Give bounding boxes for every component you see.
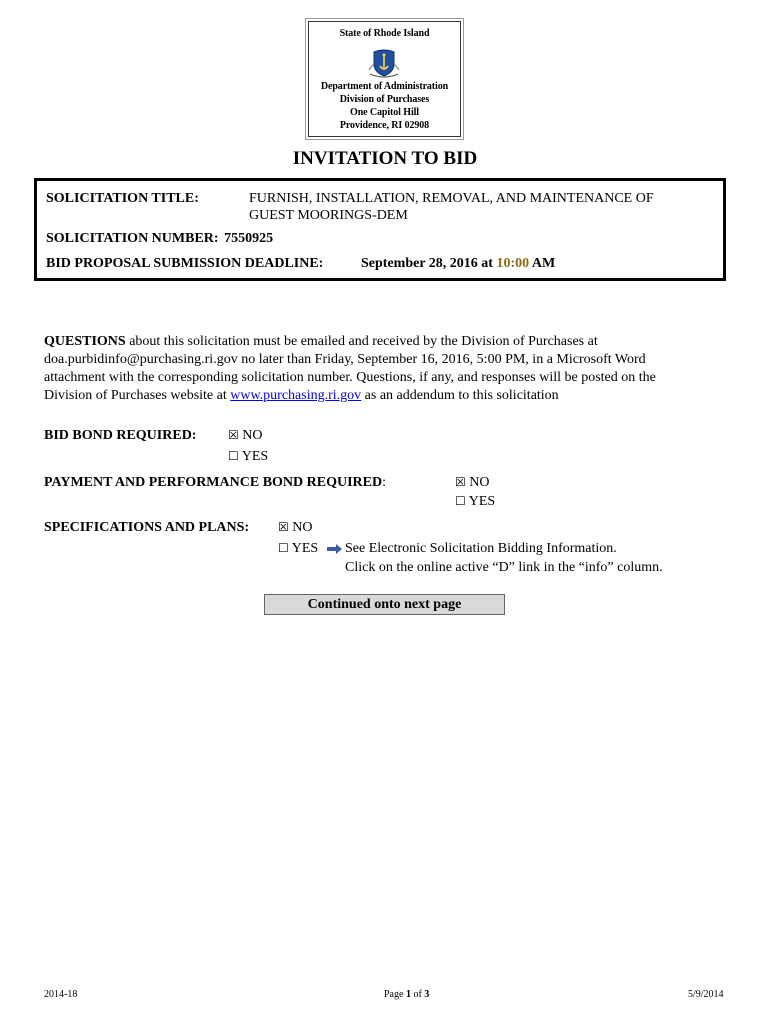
- footer-date: 5/9/2014: [688, 989, 724, 1000]
- address-line-2: Providence, RI 02908: [339, 120, 430, 131]
- solicitation-number-value: 7550925: [224, 231, 274, 246]
- payment-bond-yes-checkbox[interactable]: ☐: [455, 494, 466, 508]
- bid-bond-yes-label: YES: [241, 449, 269, 464]
- page-of: of: [410, 989, 425, 1000]
- state-name: State of Rhode Island: [339, 28, 430, 39]
- page-prefix: Page: [384, 989, 406, 1000]
- bid-bond-no-checkbox[interactable]: ☒: [228, 428, 239, 442]
- questions-paragraph: [44, 333, 734, 405]
- payment-bond-no-option[interactable]: [455, 475, 490, 491]
- specs-note-1: See Electronic Solicitation Bidding Information.: [345, 541, 617, 556]
- payment-bond-yes-label: YES: [468, 494, 496, 509]
- specs-label: SPECIFICATIONS AND PLANS:: [44, 520, 250, 535]
- questions-text-1: about this solicitation must be emailed and received by the Division of Purchases at: [125, 334, 598, 349]
- questions-text-5: as an addendum to this solicitation: [361, 388, 559, 403]
- page-current: 1: [405, 989, 411, 1000]
- questions-lead: QUESTIONS: [44, 334, 126, 349]
- bid-bond-label: BID BOND REQUIRED:: [44, 428, 197, 443]
- bid-bond-no-label: NO: [242, 428, 263, 443]
- division-name: Division of Purchases: [339, 94, 430, 105]
- footer-form-number: 2014-18: [44, 989, 78, 1000]
- continued-banner: Continued onto next page: [264, 594, 505, 615]
- payment-bond-label-row: [44, 475, 386, 491]
- specs-no-label: NO: [292, 520, 313, 535]
- deadline-ampm: AM: [529, 256, 556, 271]
- solicitation-number-label: SOLICITATION NUMBER:: [46, 231, 219, 246]
- state-seal-icon: [366, 46, 402, 80]
- page-title: INVITATION TO BID: [292, 148, 478, 169]
- specs-yes-checkbox[interactable]: ☐: [278, 541, 289, 555]
- questions-text-2: doa.purbidinfo@purchasing.ri.gov no later than Friday, September 16, 2016, 5:00 PM, in a Microsoft Word: [44, 352, 646, 367]
- payment-bond-yes-option[interactable]: [455, 494, 495, 510]
- arrow-right-icon: [326, 543, 343, 555]
- specs-no-option[interactable]: [278, 520, 313, 536]
- address-line-1: One Capitol Hill: [350, 107, 419, 118]
- payment-bond-colon: :: [382, 475, 386, 490]
- specs-note-2: Click on the online active “D” link in the “info” column.: [345, 560, 663, 575]
- deadline-time: 10:00: [496, 256, 530, 271]
- solicitation-number: [46, 231, 273, 247]
- solicitation-title-line-2: GUEST MOORINGS-DEM: [249, 208, 408, 223]
- solicitation-title-label: SOLICITATION TITLE:: [46, 191, 199, 206]
- page-total: 3: [424, 989, 430, 1000]
- bid-bond-no-option[interactable]: [228, 428, 263, 444]
- bid-bond-yes-checkbox[interactable]: ☐: [228, 449, 239, 463]
- solicitation-title-line-1: FURNISH, INSTALLATION, REMOVAL, AND MAINTENANCE OF: [249, 191, 654, 206]
- payment-bond-no-label: NO: [469, 475, 490, 490]
- specs-no-checkbox[interactable]: ☒: [278, 520, 289, 534]
- bid-bond-yes-option[interactable]: [228, 449, 268, 465]
- deadline-label: BID PROPOSAL SUBMISSION DEADLINE:: [46, 256, 324, 271]
- specs-yes-option[interactable]: [278, 541, 318, 557]
- agency-header-box: [308, 21, 461, 137]
- department-name: Department of Administration: [320, 81, 449, 92]
- purchasing-website-link[interactable]: www.purchasing.ri.gov: [230, 388, 362, 403]
- payment-bond-no-checkbox[interactable]: ☒: [455, 475, 466, 489]
- questions-text-3: attachment with the corresponding solicitation number. Questions, if any, and responses will be posted on the: [44, 370, 656, 385]
- deadline-value: [361, 256, 555, 272]
- footer-page-number: [384, 989, 429, 1000]
- specs-yes-label: YES: [291, 541, 319, 556]
- payment-bond-label: PAYMENT AND PERFORMANCE BOND REQUIRED: [44, 475, 383, 490]
- deadline-date: September 28, 2016 at: [361, 256, 497, 271]
- questions-text-4: Division of Purchases website at: [44, 388, 231, 403]
